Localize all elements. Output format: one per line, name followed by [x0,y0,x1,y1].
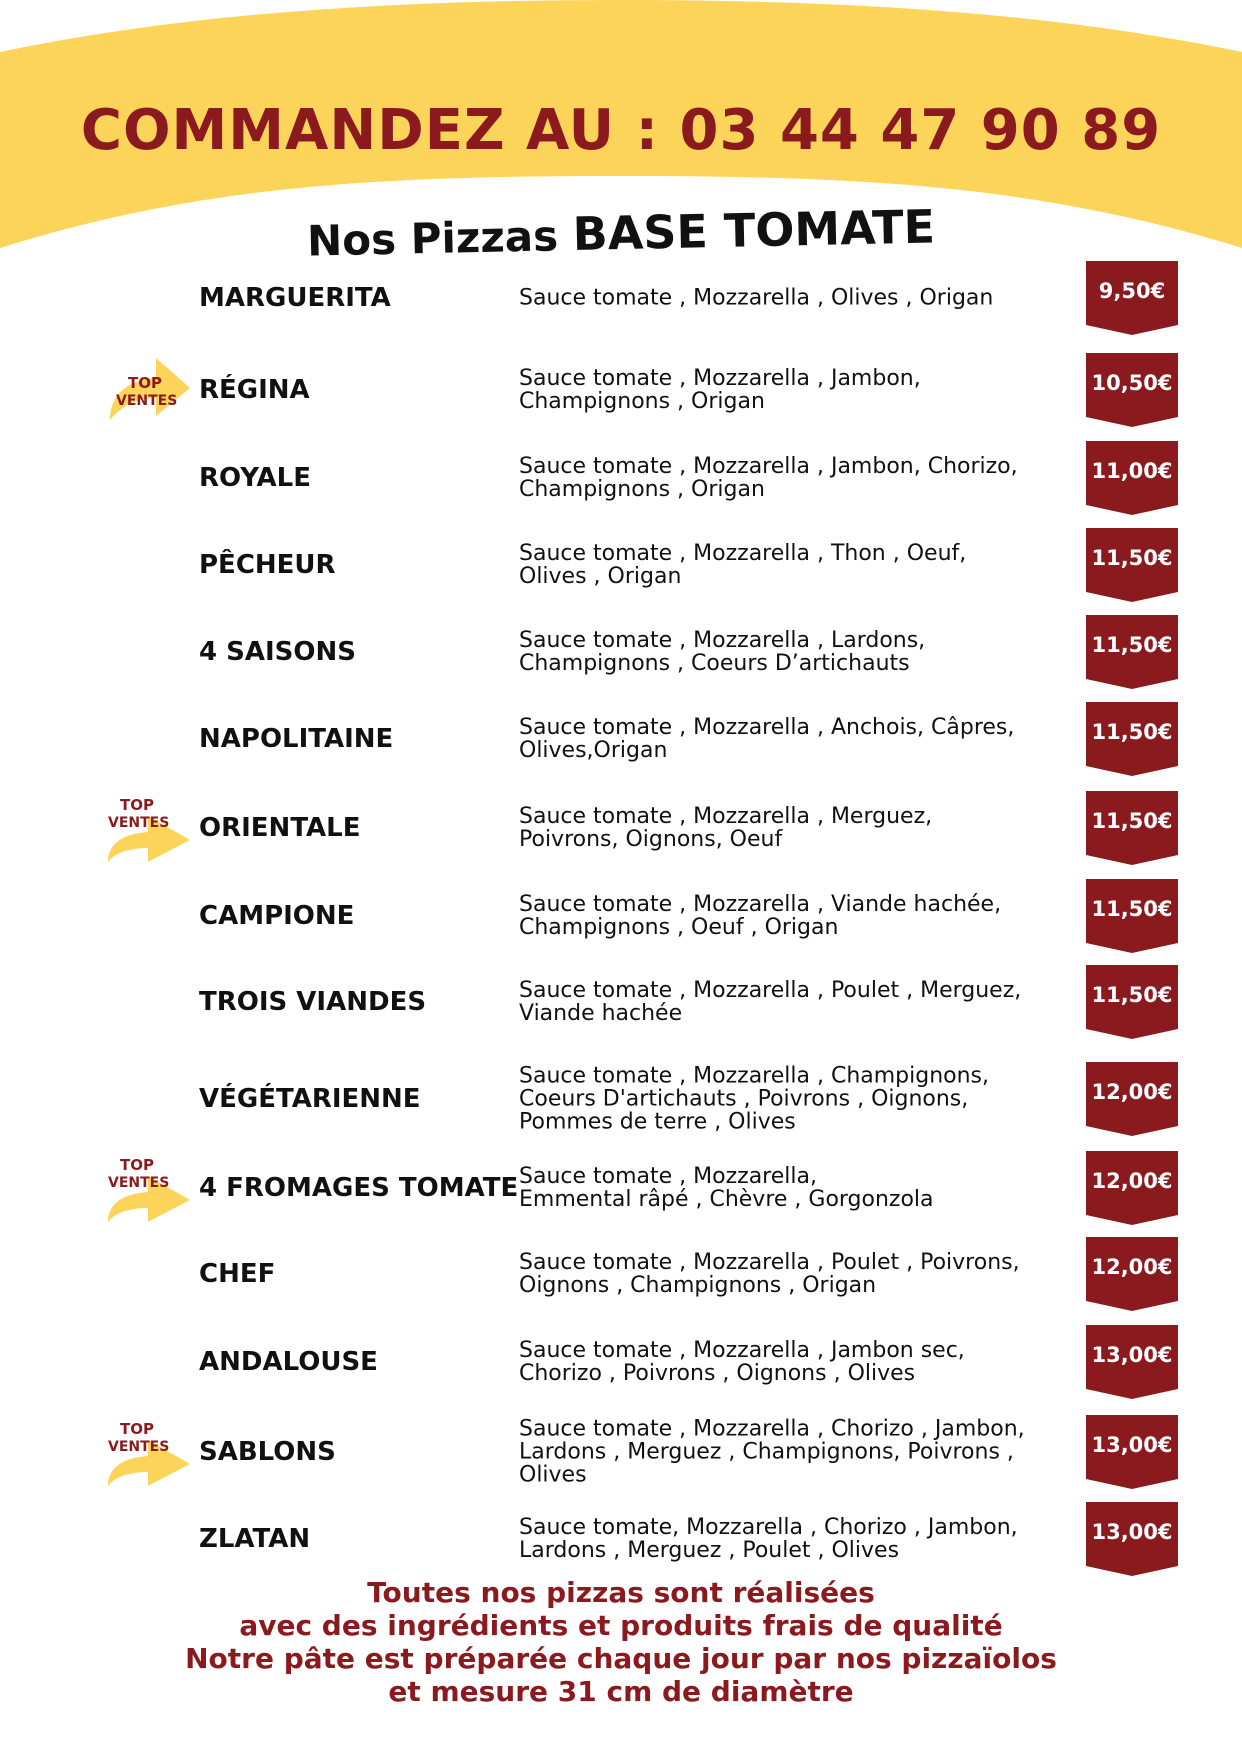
ingredient-line: Sauce tomate , Mozzarella , Olives , Origan [519,285,994,311]
price-tag [1086,615,1178,689]
ingredient-line: Sauce tomate , Mozzarella , Anchois, Câpres, [519,715,1015,740]
title-prefix: Nos Pizzas [306,211,574,266]
price-tag [1086,1325,1178,1399]
pizza-name: VÉGÉTARIENNE [199,1084,421,1114]
ingredient-line: Champignons , Oeuf , Origan [519,915,839,940]
pizza-name: CHEF [199,1259,276,1289]
price-label: 12,00€ [1091,1080,1173,1104]
ingredient-line: Sauce tomate , Mozzarella , Jambon, [519,366,921,391]
price-tag [1086,879,1178,953]
badge-ventes-label: VENTES [108,815,170,831]
price-tag [1086,791,1178,865]
pizza-ingredients [519,367,1039,413]
price-label: 12,00€ [1091,1255,1173,1279]
badge-ventes-label: VENTES [116,393,178,409]
price-label: 9,50€ [1098,279,1166,303]
ingredient-line: Viande hachée [519,1001,683,1026]
price-tag [1086,1415,1178,1489]
pizza-name: 4 SAISONS [199,637,356,667]
price-label: 13,00€ [1091,1520,1173,1544]
pizza-ingredients [519,805,1039,851]
price-label: 10,50€ [1091,371,1173,395]
pizza-ingredients [519,979,1039,1025]
price-label: 13,00€ [1091,1343,1173,1367]
badge-top-label: TOP [128,374,162,392]
pizza-ingredients [519,629,1039,675]
price-tag [1086,1502,1178,1576]
ingredient-line: Lardons , Merguez , Poulet , Olives [519,1538,900,1563]
pizza-ingredients [519,455,1039,501]
pizza-name: SABLONS [199,1437,336,1467]
price-tag [1086,1237,1178,1311]
ingredient-line: Sauce tomate , Mozzarella , Poulet , Poivrons, [519,1250,1020,1275]
footer-line: et mesure 31 cm de diamètre [388,1675,854,1708]
ingredient-line: Olives , Origan [519,564,682,589]
price-label: 11,50€ [1091,720,1173,744]
pizza-ingredients [519,1251,1039,1297]
top-ventes-badge [104,1152,194,1224]
top-ventes-badge [104,354,194,426]
ingredient-line: Chorizo , Poivrons , Oignons , Olives [519,1361,916,1386]
ingredient-line: Sauce tomate , Mozzarella , Jambon, Chorizo, [519,454,1018,479]
ingredient-line: Olives [519,1462,587,1488]
price-label: 11,50€ [1091,897,1173,921]
price-label: 11,50€ [1091,809,1173,833]
pizza-name: RÉGINA [199,375,310,405]
pizza-ingredients [519,716,1039,762]
price-tag [1086,261,1178,335]
price-tag [1086,441,1178,515]
pizza-name: CAMPIONE [199,901,355,931]
pizza-name: ANDALOUSE [199,1347,378,1377]
price-label: 11,50€ [1091,546,1173,570]
pizza-ingredients [519,1418,1039,1487]
ingredient-line: Sauce tomate, Mozzarella , Chorizo , Jambon, [519,1515,1018,1540]
price-tag [1086,965,1178,1039]
title-emphasis: BASE TOMATE [572,199,936,262]
footer-line: avec des ingrédients et produits frais de qualité [239,1609,1003,1642]
footer-note [0,1576,1242,1708]
price-label: 11,00€ [1091,459,1173,483]
pizza-name: 4 FROMAGES TOMATE [199,1173,519,1203]
price-tag [1086,353,1178,427]
ingredient-line: Sauce tomate , Mozzarella , Poulet , Merguez, [519,978,1022,1003]
ingredient-line: Sauce tomate , Mozzarella, [519,1164,817,1189]
ingredient-line: Oignons , Champignons , Origan [519,1273,877,1298]
footer-line: Toutes nos pizzas sont réalisées [367,1576,875,1609]
top-ventes-badge [104,1416,194,1488]
price-label: 12,00€ [1091,1169,1173,1193]
order-phone-heading: COMMANDEZ AU : 03 44 47 90 89 [80,98,1162,163]
ingredient-line: Sauce tomate , Mozzarella , Lardons, [519,628,926,653]
pizza-name: ZLATAN [199,1524,311,1554]
badge-top-label: TOP [120,796,154,814]
pizza-name: MARGUERITA [199,283,391,313]
price-label: 11,50€ [1091,983,1173,1007]
pizza-name: TROIS VIANDES [199,987,427,1017]
ingredient-line: Champignons , Coeurs D’artichauts [519,651,910,676]
ingredient-line: Sauce tomate , Mozzarella , Chorizo , Jambon, [519,1416,1025,1442]
price-tag [1086,1062,1178,1136]
ingredient-line: Champignons , Origan [519,389,765,414]
ingredient-line: Poivrons, Oignons, Oeuf [519,827,783,852]
pizza-ingredients [519,1339,1039,1385]
pizza-name: NAPOLITAINE [199,724,394,754]
ingredient-line: Sauce tomate , Mozzarella , Champignons, [519,1063,990,1089]
ingredient-line: Sauce tomate , Mozzarella , Merguez, [519,804,933,829]
ingredient-line: Olives,Origan [519,738,668,763]
ingredient-line: Champignons , Origan [519,477,765,502]
pizza-ingredients [519,287,1039,310]
ingredient-line: Sauce tomate , Mozzarella , Thon , Oeuf, [519,541,967,566]
badge-top-label: TOP [120,1420,154,1438]
ingredient-line: Lardons , Merguez , Champignons, Poivrons , [519,1439,1014,1465]
ingredient-line: Emmental râpé , Chèvre , Gorgonzola [519,1187,934,1212]
price-tag [1086,1151,1178,1225]
pizza-name: ORIENTALE [199,813,361,843]
top-ventes-badge [104,792,194,864]
ingredient-line: Pommes de terre , Olives [519,1109,796,1135]
price-tag [1086,528,1178,602]
pizza-ingredients [519,893,1039,939]
price-label: 13,00€ [1091,1433,1173,1457]
price-label: 11,50€ [1091,633,1173,657]
badge-top-label: TOP [120,1156,154,1174]
ingredient-line: Coeurs D'artichauts , Poivrons , Oignons, [519,1086,969,1112]
badge-ventes-label: VENTES [108,1439,170,1455]
badge-ventes-label: VENTES [108,1175,170,1191]
ingredient-line: Sauce tomate , Mozzarella , Jambon sec, [519,1338,965,1363]
pizza-ingredients [519,542,1039,588]
pizza-ingredients [519,1516,1039,1562]
footer-line: Notre pâte est préparée chaque jour par nos pizzaïolos [185,1642,1057,1675]
pizza-ingredients [519,1165,1039,1211]
pizza-ingredients [519,1065,1039,1134]
pizza-name: PÊCHEUR [199,550,336,580]
pizza-name: ROYALE [199,463,311,493]
price-tag [1086,702,1178,776]
ingredient-line: Sauce tomate , Mozzarella , Viande hachée, [519,892,1002,917]
